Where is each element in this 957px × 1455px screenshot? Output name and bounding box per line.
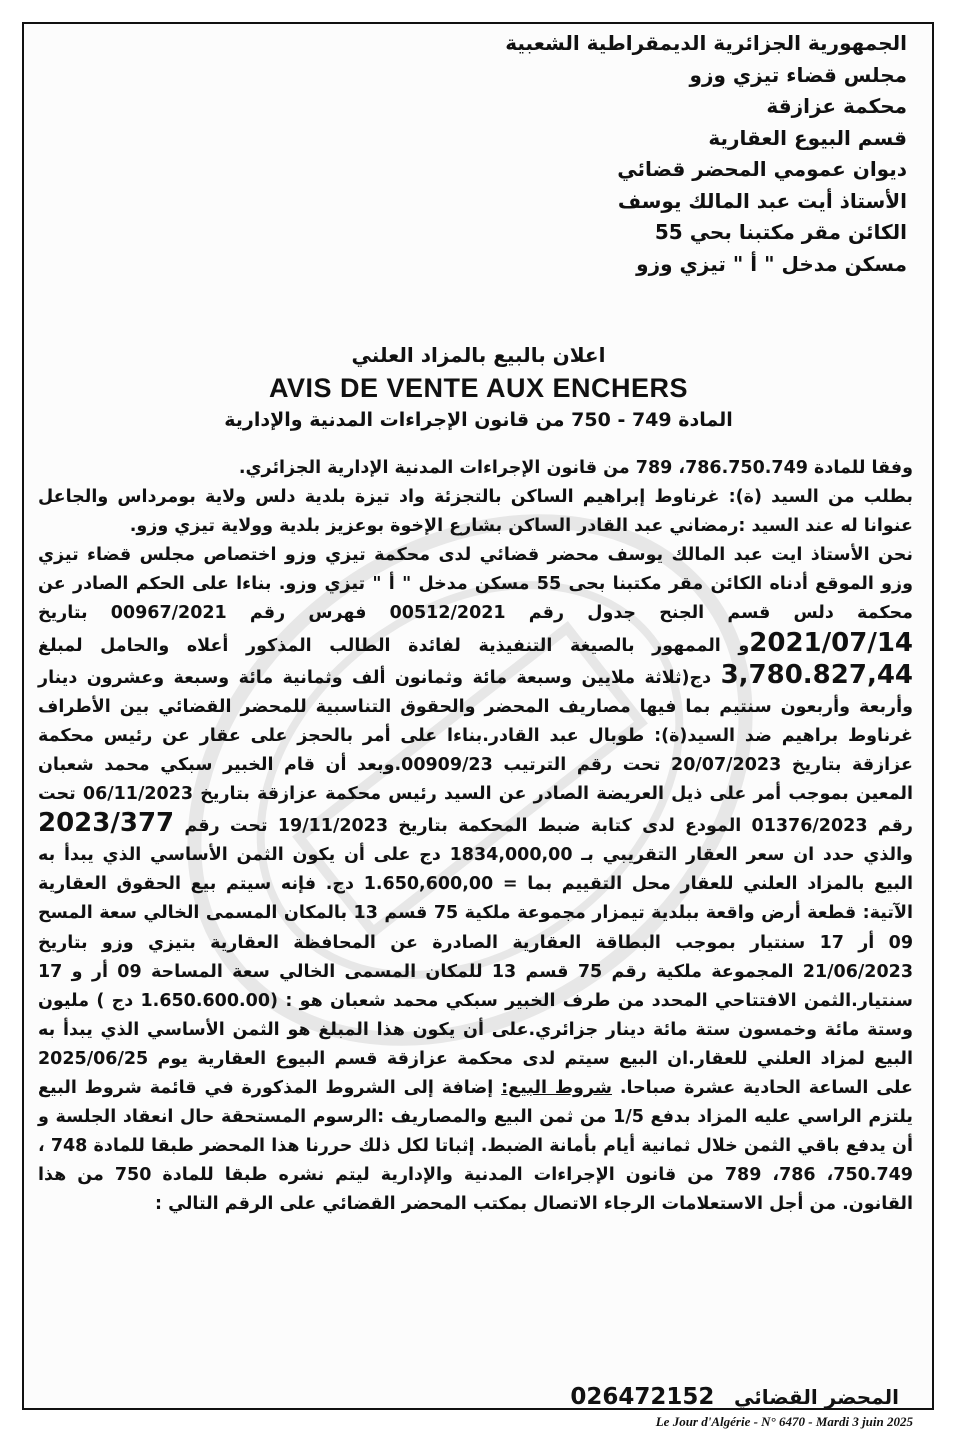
issuer-header bbox=[347, 28, 907, 280]
claim-details: دج(ثلاثة ملايين وسبعة مائة وثمانون ألف وثمانية مائة وسبعة وعشرون دينار وأربعة وأربعون سنتيم بما فيها مصاريف المحضر والحقوق التناسبية للمحضر القضائي بين الأطراف غرناوط براهيم ضد السيد(ة): طوبال عبد القادر.بناءا على أمر بالحجز على عقار عن رئيس محكمة عزازقة بتاريخ 20/07/2023 تحت رقم الترتيب 00909/23.وبعد أن قام الخبير سبكي محمد شعبان المعين بموجب أمر على ذيل العريضة الصادر عن السيد رئيس محكمة عزازقة بتاريخ 06/11/2023 تحت رقم 01376/2023 المودع لدى كتابة ضبط المحكمة بتاريخ 19/11/2023 تحت رقم bbox=[38, 667, 913, 837]
sale-conditions-text: إضافة إلى الشروط المذكورة في قائمة شروط البيع يلتزم الراسي عليه المزاد بدفع 1/5 من ثمن البيع والمصاريف :الرسوم المستحقة حال انعقاد الجلسة و أن يدفع باقي الثمن خلال ثمانية أيام بأمانة الضبط. إثباتا لكل ذلك حررنا هذا المحضر طبقا للمادة 748 ، 750.749، 786، 789 من قانون الإجراءات المدنية والإدارية ليتم نشره طبقا للمادة 750 من هذا القانون. من أجل الاستعلامات الرجاء الاتصال بمكتب المحضر القضائي على الرقم التالي : bbox=[38, 1077, 913, 1215]
header-address-line1: الكائن مقر مكتبنا بحي 55 bbox=[654, 220, 907, 244]
header-section: قسم البيوع العقارية bbox=[708, 125, 907, 150]
claim-amount: 3,780.827,44 bbox=[720, 659, 914, 690]
signature-label: المحضر القضائي bbox=[733, 1385, 899, 1409]
title-law-articles: المادة 749 - 750 من قانون الإجراءات المدنية والإدارية bbox=[224, 409, 733, 431]
main-paragraph bbox=[38, 541, 913, 1219]
deposit-reference: 2023/377 bbox=[38, 808, 175, 839]
bailiff-statement: نحن الأستاذ ايت عبد المالك يوسف محضر قضائي لدى محكمة تيزي وزو اختصاص مجلس قضاء تيزي وزو الموقع أدناه الكائن مقر مكتبنا بحى 55 مسكن مدخل " أ " تيزي وزو. بناءا على الحكم الصادر عن محكمة دلس قسم الجنح جدول رقم 00512/2021 فهرس رقم 00967/2021 بتاريخ bbox=[38, 545, 913, 624]
requester-paragraph: بطلب من السيد (ة): غرناوط إبراهيم الساكن بالتجزئة واد تيزة بلدية دلس ولاية بومرداس والجاعل عنوانا له عند السيد :رمضاني عبد القادر الساكن بشارع الإخوة بوعزيز بلدية وولاية تيزي وزو. bbox=[38, 487, 913, 537]
contact-phone: 026472152 bbox=[570, 1384, 715, 1410]
judgment-date: 2021/07/14 bbox=[749, 627, 913, 658]
enforcement-text: و الممهور بالصيغة التنفيذية لفائدة الطالب المذكور أعلاه والحامل لمبلغ bbox=[38, 635, 750, 656]
header-bailiff-name: الأستاذ أيت عبد المالك يوسف bbox=[617, 188, 907, 213]
newspaper-footer: Le Jour d'Algérie - N° 6470 - Mardi 3 juin 2025 bbox=[655, 1414, 913, 1429]
title-arabic: اعلان بالبيع بالمزاد العلني bbox=[351, 343, 606, 367]
title-french: AVIS DE VENTE AUX ENCHERS bbox=[268, 373, 689, 403]
legal-basis-paragraph: وفقا للمادة 786.750.749، 789 من قانون الإجراءات المدنية الإدارية الجزائري. bbox=[238, 458, 913, 478]
sale-conditions-label: شروط البيع: bbox=[501, 1077, 612, 1098]
header-office: ديوان عمومي المحضر قضائي bbox=[617, 157, 907, 181]
property-details: والذي حدد ان سعر العقار التقريبي بـ 1834,000,00 دج على أن يكون الثمن الأساسي الذي يبدأ به البيع بالمزاد العلني للعقار محل التقييم بما = 1.650,600,00 دج. فإنه سيتم بيع الحقوق العقارية الآتية: قطعة أرض واقعة ببلدية تيمزار مجموعة ملكية 75 قسم 13 بالمكان المسمى الخالي سعة المسح 09 أر 17 سنتيار بموجب البطاقة العقارية الصادرة عن المحافظة العقارية بتيزي وزو بتاريخ 21/06/2023 المجموعة ملكية رقم 75 قسم 13 للمكان المسمى الخالي سعة المساحة 09 أر و 17 سنتيار.الثمن الافتتاحي المحدد من طرف الخبير سبكي محمد شعبان هو : (1.650.600.00 دج ) مليون وستة مائة وخمسون ستة مائة دينار جزائري.على أن يكون هذا المبلغ هو الثمن الأساسي الذي يبدأ به البيع لمزاد العلني للعقار.ان البيع سيتم لدى محكمة عزازقة قسم البيوع العقارية يوم 2025/06/25 على الساعة الحادية عشرة صباحا. bbox=[38, 845, 914, 1098]
header-court: محكمة عزازقة bbox=[766, 94, 907, 118]
signature-block bbox=[570, 1384, 899, 1410]
notice-titles bbox=[40, 340, 917, 434]
header-court-council: مجلس قضاء تيزي وزو bbox=[689, 62, 907, 87]
header-address-line2: مسكن مدخل " أ " تيزي وزو bbox=[636, 251, 907, 276]
notice-body bbox=[38, 454, 913, 1219]
header-country: الجمهورية الجزائرية الديمقراطية الشعبية bbox=[505, 31, 907, 55]
